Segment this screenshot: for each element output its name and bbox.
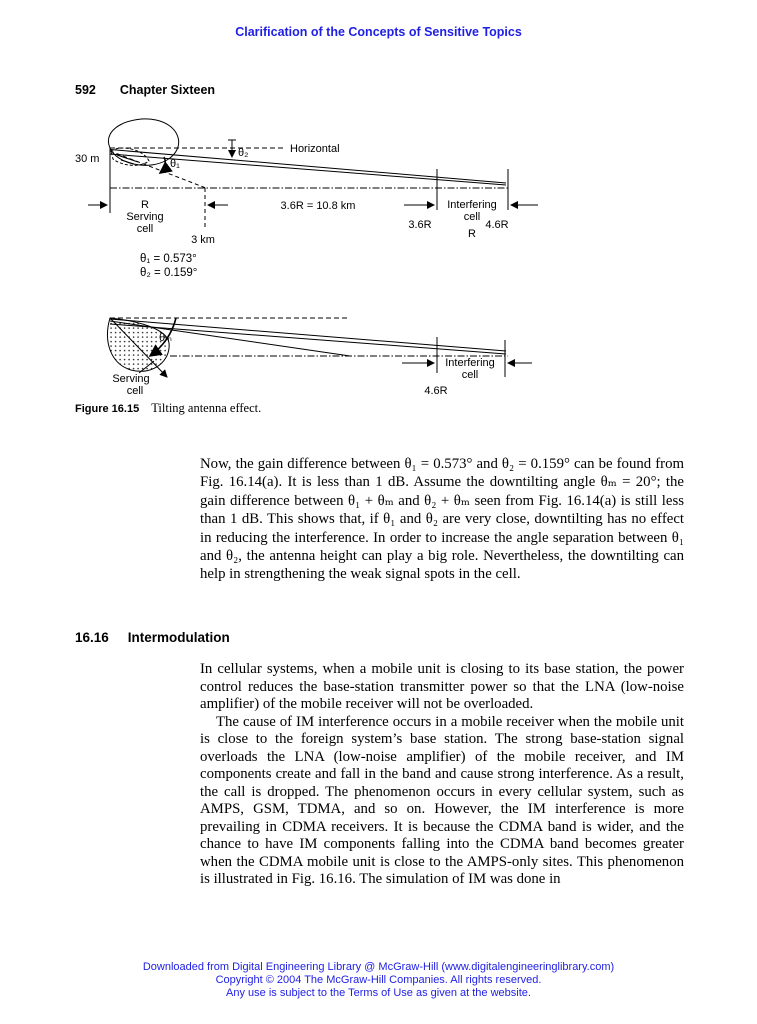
paragraph-cellular-systems: In cellular systems, when a mobile unit is closing to its base station, the power control reduces the base-station transmitter power so that the LNA (low-noise amplifier) of the mobile receiver will not be overloaded. xyxy=(200,661,684,712)
copyright-footer xyxy=(0,961,757,1000)
chapter-title: Chapter Sixteen xyxy=(119,83,216,97)
footer-copyright-line: Copyright © 2004 The McGraw-Hill Companies. All rights reserved. xyxy=(215,974,542,986)
interfering-cell-label2-line2: cell xyxy=(461,369,479,381)
figure-caption xyxy=(75,401,261,416)
label-3-6r: 3.6R xyxy=(408,219,432,231)
section-title: Intermodulation xyxy=(127,630,230,645)
interfering-cell-label-line1: Interfering xyxy=(447,199,497,211)
interfering-cell-label2-line1: Interfering xyxy=(445,357,495,369)
chapter-header xyxy=(75,83,215,97)
lobe-hatch-line xyxy=(121,160,134,164)
antenna-height-label: 30 m xyxy=(75,153,100,165)
label-4-6r: 4.6R xyxy=(485,219,509,231)
theta1-label: θ₁ xyxy=(170,158,180,170)
serving-cell-label2-line1: Serving xyxy=(112,373,150,385)
section-heading xyxy=(75,630,230,645)
horizontal-label: Horizontal xyxy=(290,143,340,155)
page-number: 592 xyxy=(75,83,96,97)
serving-cell-label-line1: Serving xyxy=(126,211,164,223)
figure-caption-label: Figure 16.15 xyxy=(75,403,140,415)
paragraph-im-cause: The cause of IM interference occurs in a mobile receiver when the mobile unit is close to the foreign system’s base station. The strong base-station signal overloads the LNA (low-noise amplifier) of the mobile receiver, and IM components create and fall in the band and cause strong interference. As a result, the call is dropped. The phenomenon occurs in every cellular system, such as AMPS, GSM, TDMA, and so on. However, the IM interference is more prevailing in CDMA receivers. It is because the CDMA band is wider, and the chance to have IM components falling into the CDMA band becomes greater when the CDMA mobile unit is close to the AMPS-only sites. This phenomenon is illustrated in Fig. 16.16. The simulation of IM was done in xyxy=(200,713,684,887)
theta1-equation: θ₁ = 0.573° xyxy=(140,253,197,265)
interfering-cell-radius-label: R xyxy=(468,228,476,240)
footer-terms-line: Any use is subject to the Terms of Use as given at the website. xyxy=(226,987,531,999)
diagram-tilted-antenna xyxy=(108,318,532,397)
serving-cell-label-line2: cell xyxy=(136,223,154,235)
serving-cell-label2-line2: cell xyxy=(126,385,144,397)
serving-cell-radius-label: R xyxy=(141,199,149,211)
theta-m-label: θₘ xyxy=(159,332,172,344)
paragraph-gain-difference: Now, the gain difference between θ₁ = 0.573° and θ₂ = 0.159° can be found from Fig. 16.14(a). It is less than 1 dB. Assume the downtilting angle θₘ = 20°; the gain difference between θ₁ + θₘ and θ₂ + θₘ seen from Fig. 16.14(a) is still less than 1 dB. This shows that, if θ₁ and θ₂ are very close, downtilting has no effect in reducing the interference. In order to increase the angle separation between θ₁ and θ₂, the antenna height can play a big role. Nevertheless, the downtilting can help in strengthening the weak signal spots in the cell. xyxy=(200,456,684,583)
three-km-label: 3 km xyxy=(191,234,215,246)
label2-4-6r: 4.6R xyxy=(424,385,448,397)
figure-caption-text: Tilting antenna effect. xyxy=(151,401,262,415)
section-number: 16.16 xyxy=(75,630,109,645)
separation-distance-label: 3.6R = 10.8 km xyxy=(280,200,356,212)
footer-download-line: Downloaded from Digital Engineering Library @ McGraw-Hill (www.digitalengineeringlibrary.com) xyxy=(142,961,615,973)
interfering-cell-label-line2: cell xyxy=(463,211,481,223)
diagram-untilted-antenna xyxy=(75,119,538,279)
theta1-angle-arc xyxy=(160,157,165,173)
theta2-label: θ₂ xyxy=(238,147,249,159)
theta2-equation: θ₂ = 0.159° xyxy=(140,267,198,279)
section-body xyxy=(200,661,684,889)
running-title: Clarification of the Concepts of Sensitive Topics xyxy=(235,25,522,39)
figure-16-15-diagram xyxy=(60,115,570,415)
